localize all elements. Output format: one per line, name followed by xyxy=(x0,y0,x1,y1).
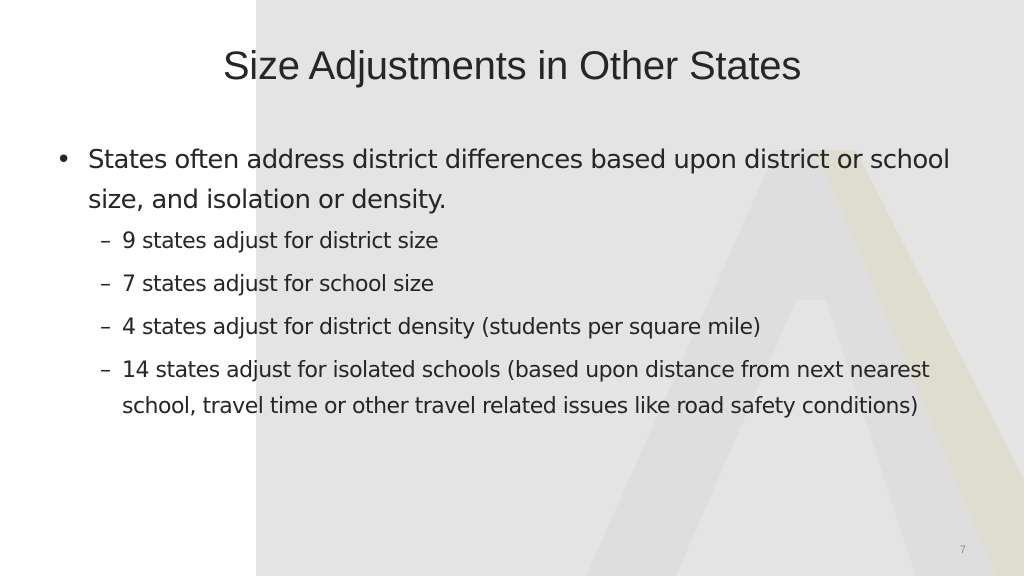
slide-title: Size Adjustments in Other States xyxy=(222,44,802,88)
sub-bullet-item xyxy=(100,353,976,425)
bullet-marker: • xyxy=(56,145,71,175)
bullet-item xyxy=(56,140,976,220)
sub-bullet-marker: – xyxy=(100,315,111,340)
slide-content xyxy=(56,140,976,432)
sub-bullet-marker: – xyxy=(100,229,111,254)
sub-bullet-text: 4 states adjust for district density (students per square mile) xyxy=(122,315,761,340)
sub-bullet-text: 14 states adjust for isolated schools (based upon distance from next nearest school, travel time or other travel related issues like road safety conditions) xyxy=(122,358,930,419)
sub-bullet-text: 9 states adjust for district size xyxy=(122,229,439,254)
sub-bullet-item xyxy=(100,224,976,260)
sub-bullet-list xyxy=(100,224,976,425)
bullet-text: States often address district differences based upon district or school size, and isolation or density. xyxy=(88,145,950,215)
sub-bullet-item xyxy=(100,267,976,303)
sub-bullet-text: 7 states adjust for school size xyxy=(122,272,434,297)
sub-bullet-item xyxy=(100,310,976,346)
sub-bullet-marker: – xyxy=(100,272,111,297)
page-number: 7 xyxy=(959,544,966,556)
sub-bullet-marker: – xyxy=(100,358,111,383)
